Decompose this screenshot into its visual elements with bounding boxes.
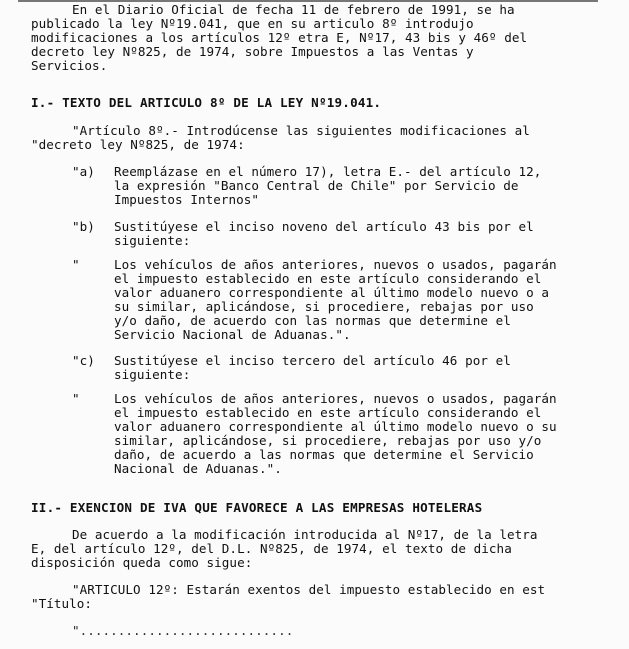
- item-b-quote-mark: ": [72, 257, 80, 272]
- section-2-paragraph-line-2: E, del artículo 12º, del D.L. Nº825, de 1974, el texto de dicha: [31, 541, 512, 556]
- article-quote-intro-1: "Artículo 8º.- Introdúcense las siguientes modificaciones al: [72, 123, 530, 138]
- item-c-quote-line-4: similar, aplicándose, si procediere, rebajas por uso y/o: [114, 433, 542, 448]
- item-b-line-2: siguiente:: [114, 233, 191, 248]
- item-b-quote-line-5: y/o daño, de acuerdo con las normas que determine el: [114, 313, 511, 328]
- item-b-quote-line-2: el impuesto establecido en este artículo considerando el: [114, 271, 542, 286]
- item-b-quote-line-4: su similar, aplicándose, si procediere, rebajas por uso: [114, 299, 534, 314]
- item-b-quote-line-6: Servicio Nacional de Aduanas.".: [114, 327, 351, 342]
- item-c-marker: "c): [72, 353, 95, 368]
- item-c-quote-line-1: Los vehículos de años anteriores, nuevos o usados, pagarán: [114, 391, 557, 406]
- item-c-quote-line-5: daño, de acuerdo a las normas que determine el Servicio: [114, 447, 534, 462]
- section-1-heading: I.- TEXTO DEL ARTICULO 8º DE LA LEY Nº19.041.: [31, 95, 382, 110]
- item-b-marker: "b): [72, 219, 95, 234]
- item-c-quote-line-6: Nacional de Aduanas.".: [114, 461, 282, 476]
- item-a-line-3: Impuestos Internos": [114, 192, 260, 207]
- article-12-quote-line-2: "Título:: [31, 596, 93, 611]
- intro-line-4: decreto ley Nº825, de 1974, sobre Impuestos a las Ventas y: [31, 44, 474, 59]
- item-a-marker: "a): [72, 164, 95, 179]
- dotted-continuation-line: "............................: [72, 623, 294, 638]
- item-c-line-1: Sustitúyese el inciso tercero del artículo 46 por el: [114, 353, 511, 368]
- item-b-quote-line-3: valor aduanero correspondiente al último modelo nuevo o a: [114, 285, 550, 300]
- intro-line-2: publicado la ley Nº19.041, que en su articulo 8º introdujo: [31, 16, 474, 31]
- section-2-paragraph-line-1: De acuerdo a la modificación introducida al Nº17, de la letra: [72, 527, 538, 542]
- section-2-paragraph-line-3: disposición queda como sigue:: [31, 555, 253, 570]
- section-2-heading: II.- EXENCION DE IVA QUE FAVORECE A LAS EMPRESAS HOTELERAS: [31, 500, 483, 515]
- item-b-quote-line-1: Los vehículos de años anteriores, nuevos o usados, pagarán: [114, 257, 557, 272]
- item-c-quote-line-2: el impuesto establecido en este artículo considerando el: [114, 405, 542, 420]
- article-quote-intro-2: "decreto ley Nº825, de 1974:: [31, 137, 245, 152]
- intro-line-1: En el Diario Oficial de fecha 11 de febrero de 1991, se ha: [72, 2, 515, 17]
- item-c-quote-mark: ": [72, 391, 80, 406]
- item-a-line-2: la expresión "Banco Central de Chile" por Servicio de: [114, 178, 519, 193]
- intro-line-5: Servicios.: [31, 58, 108, 73]
- item-b-line-1: Sustitúyese el inciso noveno del artículo 43 bis por el: [114, 219, 534, 234]
- item-a-line-1: Reemplázase en el número 17), letra E.- del artículo 12,: [114, 164, 542, 179]
- article-12-quote-line-1: "ARTICULO 12º: Estarán exentos del impuesto establecido en est: [72, 582, 546, 597]
- item-c-quote-line-3: valor aduanero correspondiente al último modelo nuevo o su: [114, 419, 557, 434]
- intro-line-3: modificaciones a los artículos 12º etra E, Nº17, 43 bis y 46º del: [31, 30, 528, 45]
- item-c-line-2: siguiente:: [114, 367, 191, 382]
